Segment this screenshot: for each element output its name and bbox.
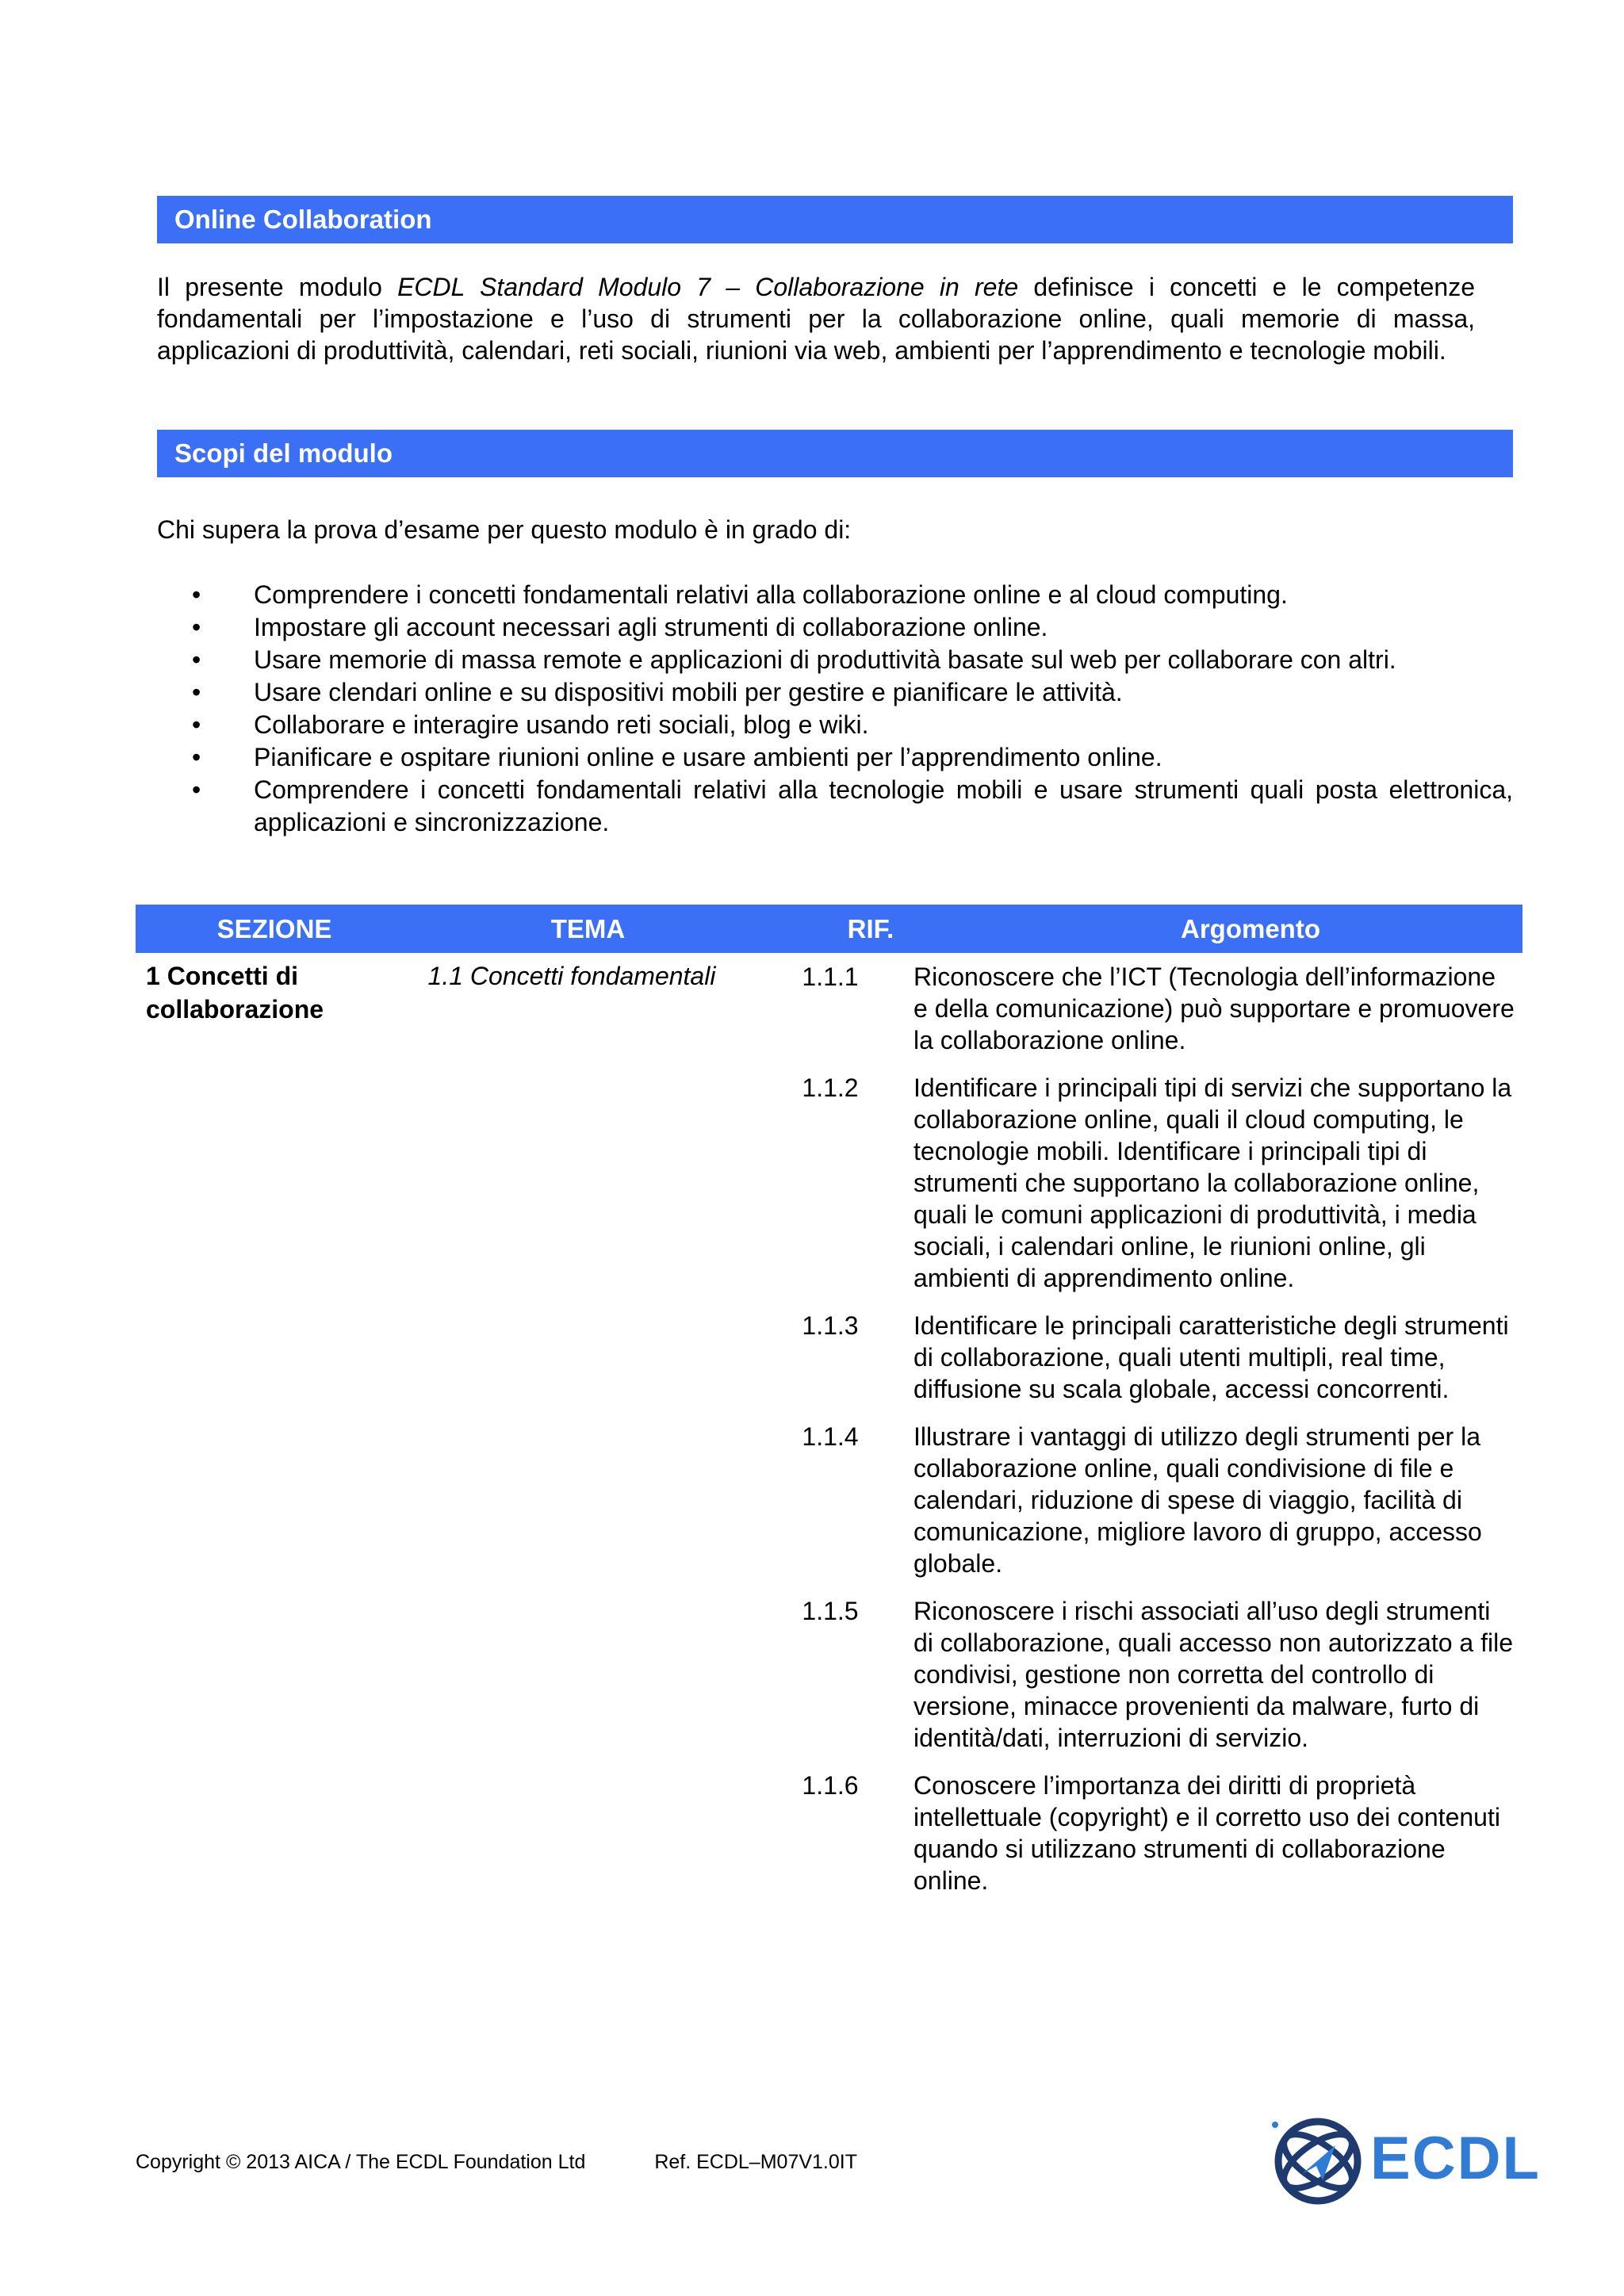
logo-text: ECDL (1370, 2125, 1541, 2192)
table-row (763, 1072, 1524, 1294)
list-item: • Comprendere i concetti fondamentali relativi alla tecnologie mobili e usare strumenti quali posta elettronica, applicazioni e sincronizzazione. (157, 774, 1513, 839)
argomento-cell: Conoscere l’importanza dei diritti di proprietà intellettuale (copyright) e il corretto uso dei contenuti quando si utilizzano strumenti di collaborazione online. (914, 1771, 1500, 1895)
table-row (763, 961, 1524, 1056)
rif-cell: 1.1.3 (802, 1311, 859, 1340)
table-row (763, 1310, 1524, 1405)
copyright-text: Copyright © 2013 AICA / The ECDL Foundation Ltd (136, 2151, 586, 2173)
section-title: Online Collaboration (174, 205, 432, 234)
argomento-cell: Riconoscere i rischi associati all’uso degli strumenti di collaborazione, quali accesso non autorizzato a file condivisi, gestione non corretta del controllo di versione, minacce provenienti da malware, furto di identità/dati, interruzioni di servizio. (914, 1597, 1514, 1752)
column-header-tema: TEMA (550, 914, 626, 943)
list-item: • Usare memorie di massa remote e applicazioni di produttività basate sul web per collaborare con altri. (157, 644, 1513, 676)
list-item: • Impostare gli account necessari agli strumenti di collaborazione online. (157, 611, 1513, 644)
section-title: Scopi del modulo (174, 438, 393, 468)
goals-list (157, 579, 1513, 839)
column-header-sezione: SEZIONE (216, 914, 332, 943)
column-header-argomento: Argomento (1181, 914, 1320, 943)
rif-cell: 1.1.4 (802, 1422, 859, 1451)
table-body (763, 961, 1524, 1912)
table-header (136, 905, 1522, 953)
rif-cell: 1.1.2 (802, 1073, 859, 1102)
globe-icon (1267, 2110, 1366, 2210)
column-header-rif: RIF. (847, 914, 894, 943)
table-row (763, 1421, 1524, 1579)
sezione-cell: 1 Concetti di collaborazione (146, 962, 324, 1024)
rif-cell: 1.1.5 (802, 1597, 859, 1625)
section-header-scopi (157, 430, 1513, 477)
intro-paragraph: Il presente modulo ECDL Standard Modulo 7 – Collaborazione in rete definisce i concetti e le competenze fondamentali per l’impostazione e l’uso di strumenti per la collaborazione online, quali memorie di massa, applicazioni di produttività, calendari, reti sociali, riunioni via web, ambienti per l’apprendimento e tecnologie mobili. (157, 273, 1476, 365)
argomento-cell: Identificare i principali tipi di servizi che supportano la collaborazione online, quali il cloud computing, le tecnologie mobili. Identificare i principali tipi di strumenti che supportano la collaborazione online, quali le comuni applicazioni di produttività, i media sociali, i calendari online, le riunioni online, gli ambienti di apprendimento online. (914, 1073, 1512, 1292)
argomento-cell: Illustrare i vantaggi di utilizzo degli strumenti per la collaborazione online, quali condivisione di file e calendari, riduzione di spese di viaggio, facilità di comunicazione, migliore lavoro di gruppo, accesso globale. (914, 1422, 1482, 1578)
goals-lead: Chi supera la prova d’esame per questo modulo è in grado di: (157, 515, 852, 544)
module-name: ECDL Standard Modulo 7 – Collaborazione in rete (397, 273, 1019, 301)
ecdl-logo (1267, 2109, 1541, 2212)
section-header-online-collaboration (157, 196, 1513, 243)
reference-code: Ref. ECDL–M07V1.0IT (654, 2151, 857, 2173)
table-row (763, 1595, 1524, 1754)
argomento-cell: Identificare le principali caratteristiche degli strumenti di collaborazione, quali utenti multipli, real time, diffusione su scala globale, accessi concorrenti. (914, 1311, 1509, 1403)
rif-cell: 1.1.6 (802, 1771, 859, 1800)
table-row (763, 1770, 1524, 1896)
list-item: • Pianificare e ospitare riunioni online e usare ambienti per l’apprendimento online. (157, 741, 1513, 774)
tema-cell: 1.1 Concetti fondamentali (427, 962, 716, 990)
rif-cell: 1.1.1 (802, 962, 859, 991)
argomento-cell: Riconoscere che l’ICT (Tecnologia dell’informazione e della comunicazione) può supportare e promuovere la collaborazione online. (914, 962, 1515, 1054)
list-item: • Comprendere i concetti fondamentali relativi alla collaborazione online e al cloud computing. (157, 579, 1513, 611)
list-item: • Collaborare e interagire usando reti sociali, blog e wiki. (157, 709, 1513, 741)
list-item: • Usare clendari online e su dispositivi mobili per gestire e pianificare le attività. (157, 676, 1513, 709)
footer (136, 2150, 857, 2174)
